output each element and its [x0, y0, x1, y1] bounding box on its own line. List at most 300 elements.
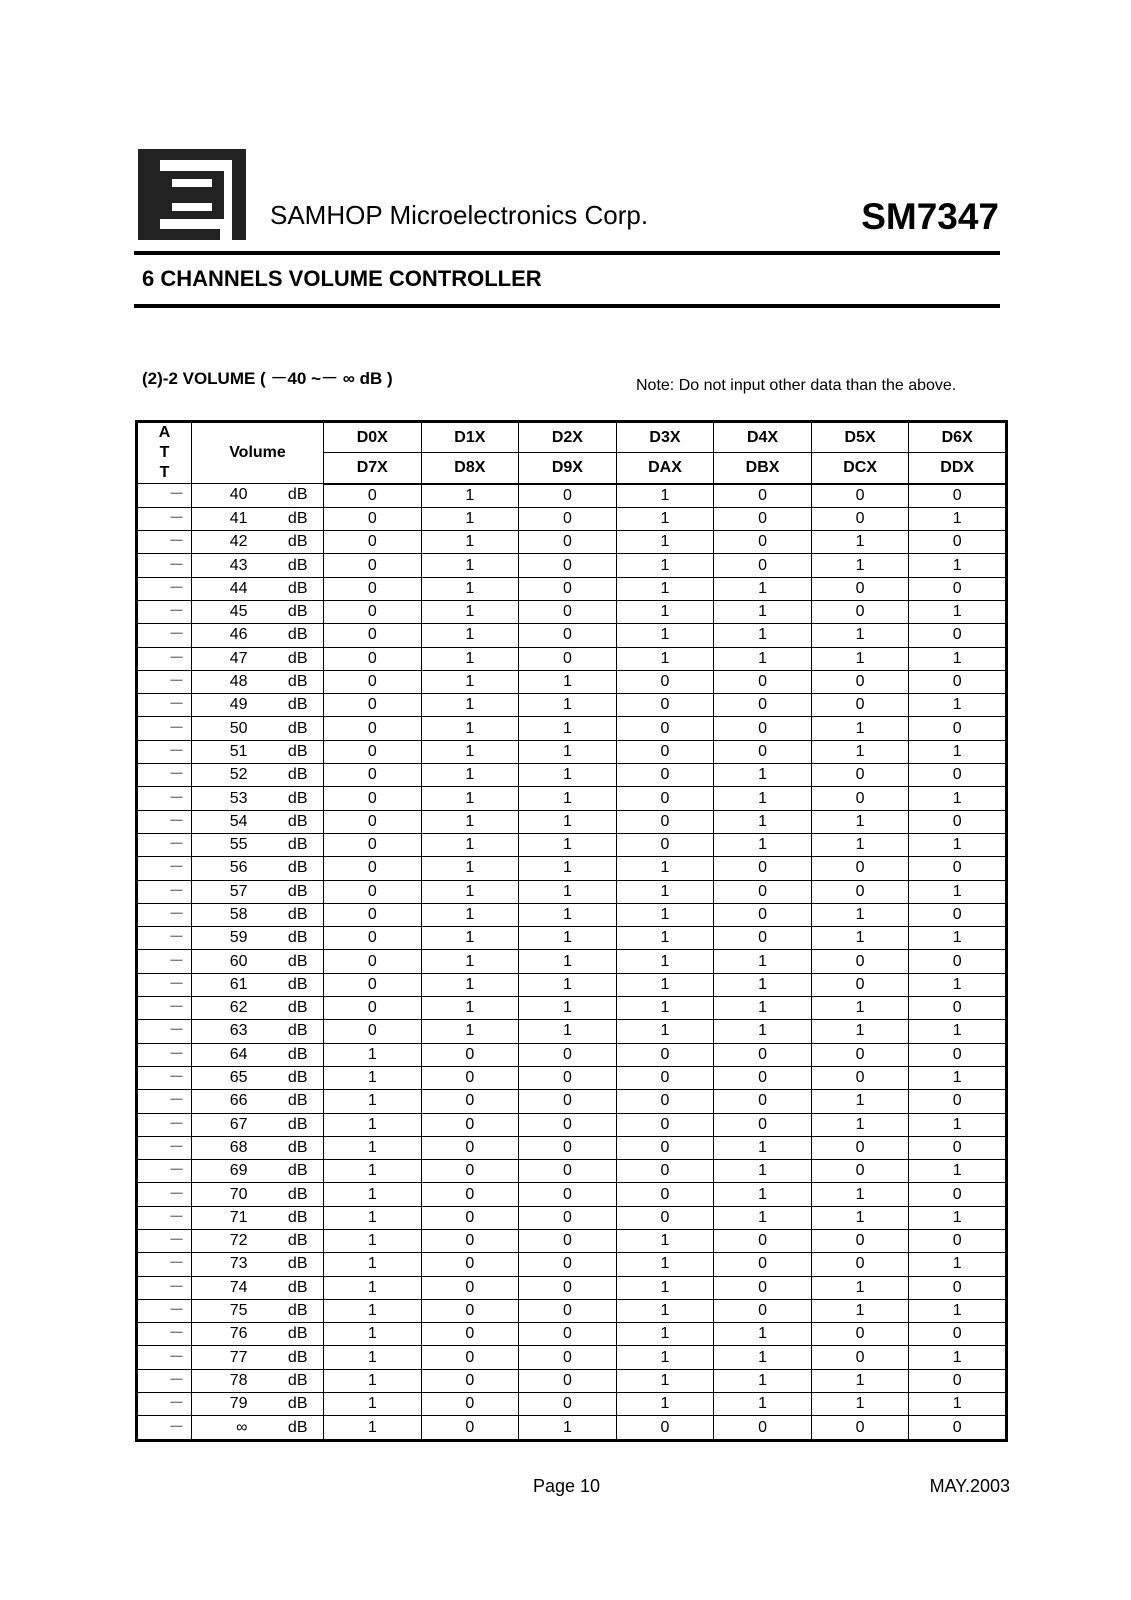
bit-cell: 1: [421, 647, 519, 670]
bit-cell: 1: [909, 1299, 1007, 1322]
bit-cell: 1: [714, 950, 812, 973]
bit-cell: 1: [616, 554, 714, 577]
bit-cell: 0: [519, 1393, 617, 1416]
bit-cell: 0: [811, 600, 909, 623]
bit-cell: 1: [714, 1393, 812, 1416]
bit-cell: 0: [519, 647, 617, 670]
bit-cell: 0: [811, 1416, 909, 1440]
volume-value: 73: [229, 1255, 248, 1273]
volume-unit: dB: [287, 836, 308, 854]
volume-unit: dB: [287, 1069, 308, 1087]
bit-cell: 0: [421, 1090, 519, 1113]
volume-value: 65: [229, 1069, 248, 1087]
att-sign: －: [137, 647, 192, 670]
bit-cell: 1: [324, 1230, 422, 1253]
att-sign: －: [137, 927, 192, 950]
bit-cell: 1: [909, 1346, 1007, 1369]
bit-cell: 0: [324, 600, 422, 623]
volume-value: 51: [229, 742, 248, 760]
volume-value: 43: [229, 556, 248, 574]
bit-cell: 0: [811, 577, 909, 600]
bit-cell: 1: [616, 927, 714, 950]
bit-cell: 0: [811, 857, 909, 880]
bit-cell: 1: [324, 1136, 422, 1159]
bit-cell: 1: [421, 507, 519, 530]
volume-unit: dB: [287, 1208, 308, 1226]
bit-cell: 1: [519, 973, 617, 996]
bit-cell: 1: [811, 624, 909, 647]
table-row: [137, 1416, 1007, 1440]
bit-cell: 1: [811, 1299, 909, 1322]
bit-cell: 0: [909, 577, 1007, 600]
bit-cell: 1: [324, 1206, 422, 1229]
volume-cell: [192, 1066, 324, 1089]
bit-cell: 0: [324, 833, 422, 856]
bit-cell: 0: [909, 1323, 1007, 1346]
bit-cell: 1: [421, 950, 519, 973]
table-row: [137, 484, 1007, 508]
table-row: [137, 1043, 1007, 1066]
bit-cell: 1: [324, 1066, 422, 1089]
volume-cell: [192, 880, 324, 903]
bit-cell: 0: [519, 577, 617, 600]
volume-value: 79: [229, 1395, 248, 1413]
volume-unit: dB: [287, 1185, 308, 1203]
att-sign: －: [137, 554, 192, 577]
bit-cell: 1: [909, 647, 1007, 670]
volume-value: 44: [229, 579, 248, 597]
table-row: [137, 1090, 1007, 1113]
bit-cell: 1: [324, 1369, 422, 1392]
bit-cell: 0: [324, 624, 422, 647]
att-sign: －: [137, 973, 192, 996]
volume-value: 78: [229, 1371, 248, 1389]
bit-cell: 0: [811, 670, 909, 693]
bit-cell: 0: [909, 764, 1007, 787]
volume-value: 42: [229, 533, 248, 551]
bit-cell: 1: [909, 973, 1007, 996]
bit-cell: 1: [616, 624, 714, 647]
bit-cell: 1: [616, 1346, 714, 1369]
bit-cell: 0: [909, 624, 1007, 647]
bit-cell: 0: [811, 1160, 909, 1183]
bit-header: D4X: [714, 422, 812, 453]
bit-cell: 0: [811, 694, 909, 717]
bit-cell: 1: [714, 1160, 812, 1183]
bit-cell: 0: [616, 1136, 714, 1159]
bit-cell: 0: [714, 1416, 812, 1440]
bit-cell: 0: [324, 740, 422, 763]
bit-cell: 1: [421, 531, 519, 554]
table-row: [137, 997, 1007, 1020]
volume-unit: dB: [287, 1138, 308, 1156]
bit-cell: 0: [519, 1206, 617, 1229]
bit-cell: 0: [714, 903, 812, 926]
bit-cell: 0: [811, 764, 909, 787]
bit-cell: 1: [909, 927, 1007, 950]
bit-cell: 0: [714, 1253, 812, 1276]
bit-cell: 1: [519, 880, 617, 903]
bit-cell: 1: [324, 1160, 422, 1183]
bit-cell: 0: [714, 857, 812, 880]
volume-unit: dB: [287, 812, 308, 830]
bit-cell: 1: [519, 810, 617, 833]
bit-cell: 0: [519, 1066, 617, 1089]
bit-header: D3X: [616, 422, 714, 453]
bit-cell: 0: [616, 1043, 714, 1066]
volume-cell: [192, 927, 324, 950]
volume-unit: dB: [287, 1232, 308, 1250]
volume-cell: [192, 1183, 324, 1206]
volume-cell: [192, 1160, 324, 1183]
bit-cell: 1: [616, 1253, 714, 1276]
att-sign: －: [137, 531, 192, 554]
bit-cell: 0: [519, 1090, 617, 1113]
volume-cell: [192, 787, 324, 810]
volume-cell: [192, 1276, 324, 1299]
bit-cell: 0: [714, 1113, 812, 1136]
bit-cell: 0: [616, 1113, 714, 1136]
table-row: [137, 694, 1007, 717]
bit-cell: 0: [811, 787, 909, 810]
volume-unit: dB: [287, 673, 308, 691]
volume-cell: [192, 1416, 324, 1440]
bit-cell: 1: [616, 647, 714, 670]
volume-value: 45: [229, 603, 248, 621]
bit-cell: 1: [421, 717, 519, 740]
att-sign: －: [137, 694, 192, 717]
bit-cell: 0: [909, 1230, 1007, 1253]
table-row: [137, 810, 1007, 833]
bit-cell: 0: [714, 717, 812, 740]
volume-cell: [192, 1323, 324, 1346]
bit-cell: 0: [909, 997, 1007, 1020]
volume-unit: dB: [287, 696, 308, 714]
volume-value: 67: [229, 1115, 248, 1133]
bit-cell: 0: [421, 1393, 519, 1416]
bit-cell: 1: [519, 857, 617, 880]
bit-cell: 1: [324, 1346, 422, 1369]
bit-cell: 0: [324, 484, 422, 508]
volume-value: 62: [229, 999, 248, 1017]
bit-cell: 1: [811, 1369, 909, 1392]
bit-cell: 1: [811, 903, 909, 926]
bit-cell: 1: [616, 1230, 714, 1253]
bit-cell: 0: [811, 973, 909, 996]
bit-cell: 1: [616, 1393, 714, 1416]
table-row: [137, 670, 1007, 693]
bit-cell: 1: [616, 577, 714, 600]
att-sign: －: [137, 1416, 192, 1440]
att-sign: －: [137, 1136, 192, 1159]
att-sign: －: [137, 880, 192, 903]
bit-cell: 0: [421, 1136, 519, 1159]
bit-cell: 0: [421, 1113, 519, 1136]
volume-unit: dB: [287, 1022, 308, 1040]
bit-header: DAX: [616, 453, 714, 484]
table-row: [137, 624, 1007, 647]
volume-value: 63: [229, 1022, 248, 1040]
bit-cell: 0: [324, 764, 422, 787]
bit-cell: 0: [909, 531, 1007, 554]
bit-cell: 1: [421, 577, 519, 600]
bit-cell: 0: [421, 1206, 519, 1229]
volume-unit: dB: [287, 999, 308, 1017]
volume-value: 47: [229, 649, 248, 667]
table-row: [137, 1160, 1007, 1183]
table-row: [137, 740, 1007, 763]
volume-cell: [192, 857, 324, 880]
bit-cell: 0: [421, 1323, 519, 1346]
volume-unit: dB: [287, 533, 308, 551]
att-sign: －: [137, 577, 192, 600]
bit-cell: 1: [519, 1020, 617, 1043]
table-body: [137, 484, 1007, 1441]
table-row: [137, 927, 1007, 950]
volume-cell: [192, 1136, 324, 1159]
volume-cell: [192, 1090, 324, 1113]
volume-value: 40: [229, 486, 248, 504]
bit-cell: 0: [324, 694, 422, 717]
volume-unit: dB: [287, 789, 308, 807]
bit-cell: 1: [324, 1183, 422, 1206]
volume-value: 54: [229, 812, 248, 830]
bit-cell: 0: [421, 1043, 519, 1066]
bit-cell: 0: [714, 1043, 812, 1066]
volume-value: 58: [229, 905, 248, 923]
volume-unit: dB: [287, 1371, 308, 1389]
att-sign: －: [137, 1020, 192, 1043]
bit-cell: 0: [909, 950, 1007, 973]
bit-cell: 0: [811, 950, 909, 973]
bit-cell: 1: [324, 1299, 422, 1322]
bit-cell: 1: [616, 484, 714, 508]
bit-cell: 0: [909, 670, 1007, 693]
bit-cell: 0: [616, 787, 714, 810]
bit-cell: 0: [324, 670, 422, 693]
bit-header: D8X: [421, 453, 519, 484]
volume-unit: dB: [287, 1325, 308, 1343]
bit-cell: 0: [421, 1346, 519, 1369]
volume-value: 76: [229, 1325, 248, 1343]
bit-cell: 1: [421, 997, 519, 1020]
table-row: [137, 973, 1007, 996]
volume-cell: [192, 1043, 324, 1066]
volume-unit: dB: [287, 1418, 308, 1436]
bit-cell: 1: [616, 1276, 714, 1299]
volume-unit: dB: [287, 1278, 308, 1296]
volume-unit: dB: [287, 1115, 308, 1133]
bit-cell: 1: [519, 717, 617, 740]
table-row: [137, 1323, 1007, 1346]
volume-cell: [192, 670, 324, 693]
volume-cell: [192, 1369, 324, 1392]
volume-value: 77: [229, 1348, 248, 1366]
bit-cell: 0: [421, 1183, 519, 1206]
bit-cell: 0: [714, 670, 812, 693]
bit-cell: 0: [811, 1043, 909, 1066]
volume-unit: dB: [287, 626, 308, 644]
volume-cell: [192, 600, 324, 623]
att-sign: －: [137, 507, 192, 530]
volume-value: 60: [229, 952, 248, 970]
bit-header: D9X: [519, 453, 617, 484]
bit-cell: 1: [909, 1160, 1007, 1183]
volume-value: 61: [229, 975, 248, 993]
bit-cell: 1: [909, 1066, 1007, 1089]
volume-header: Volume: [192, 422, 324, 484]
att-sign: －: [137, 997, 192, 1020]
bit-cell: 0: [324, 554, 422, 577]
table-row: [137, 1253, 1007, 1276]
bit-cell: 0: [324, 647, 422, 670]
bit-cell: 0: [519, 1299, 617, 1322]
volume-value: 41: [229, 509, 248, 527]
bit-cell: 1: [519, 787, 617, 810]
bit-cell: 1: [714, 1369, 812, 1392]
bit-cell: 1: [714, 973, 812, 996]
volume-value: 48: [229, 673, 248, 691]
volume-value: 71: [229, 1208, 248, 1226]
bit-cell: 0: [519, 1136, 617, 1159]
bit-header: DBX: [714, 453, 812, 484]
bit-cell: 1: [421, 554, 519, 577]
table-row: [137, 1393, 1007, 1416]
table-row: [137, 577, 1007, 600]
bit-cell: 1: [909, 1113, 1007, 1136]
bit-cell: 1: [324, 1276, 422, 1299]
volume-cell: [192, 1230, 324, 1253]
bit-cell: 0: [421, 1066, 519, 1089]
volume-unit: dB: [287, 486, 308, 504]
bit-header: D2X: [519, 422, 617, 453]
bit-cell: 1: [714, 1323, 812, 1346]
table-row: [137, 764, 1007, 787]
table-row: [137, 647, 1007, 670]
bit-cell: 1: [909, 833, 1007, 856]
volume-unit: dB: [287, 579, 308, 597]
bit-cell: 0: [519, 554, 617, 577]
volume-cell: [192, 484, 324, 508]
table-row: [137, 600, 1007, 623]
bit-cell: 0: [324, 787, 422, 810]
bit-cell: 0: [811, 1066, 909, 1089]
volume-cell: [192, 1206, 324, 1229]
bit-cell: 1: [421, 903, 519, 926]
bit-cell: 1: [324, 1393, 422, 1416]
volume-value: 66: [229, 1092, 248, 1110]
bit-cell: 1: [519, 927, 617, 950]
bit-cell: 0: [714, 484, 812, 508]
att-sign: －: [137, 1299, 192, 1322]
att-sign: －: [137, 600, 192, 623]
table-row: [137, 554, 1007, 577]
bit-cell: 1: [519, 903, 617, 926]
bit-cell: 1: [811, 717, 909, 740]
table-row: [137, 507, 1007, 530]
bit-cell: 1: [616, 857, 714, 880]
bit-header: D1X: [421, 422, 519, 453]
bit-cell: 0: [324, 577, 422, 600]
volume-unit: dB: [287, 742, 308, 760]
bit-cell: 0: [909, 1136, 1007, 1159]
volume-cell: [192, 997, 324, 1020]
bit-cell: 0: [519, 1253, 617, 1276]
volume-table: [135, 420, 1008, 1442]
bit-cell: 1: [714, 1183, 812, 1206]
bit-cell: 0: [421, 1276, 519, 1299]
bit-cell: 0: [909, 1369, 1007, 1392]
bit-cell: 0: [714, 507, 812, 530]
att-sign: －: [137, 1066, 192, 1089]
table-row: [137, 1230, 1007, 1253]
volume-value: 50: [229, 719, 248, 737]
bit-cell: 1: [811, 740, 909, 763]
bit-cell: 0: [714, 554, 812, 577]
att-sign: －: [137, 833, 192, 856]
bit-cell: 1: [324, 1323, 422, 1346]
volume-cell: [192, 1346, 324, 1369]
table-row: [137, 717, 1007, 740]
bit-header: DDX: [909, 453, 1007, 484]
bit-cell: 0: [811, 1136, 909, 1159]
bit-cell: 1: [324, 1043, 422, 1066]
att-sign: －: [137, 1346, 192, 1369]
volume-value: 57: [229, 882, 248, 900]
volume-unit: dB: [287, 859, 308, 877]
volume-cell: [192, 1113, 324, 1136]
bit-cell: 0: [519, 484, 617, 508]
bit-cell: 0: [519, 507, 617, 530]
bit-cell: 1: [811, 647, 909, 670]
table-row: [137, 1369, 1007, 1392]
bit-cell: 0: [714, 531, 812, 554]
volume-cell: [192, 1393, 324, 1416]
volume-cell: [192, 577, 324, 600]
volume-value: 53: [229, 789, 248, 807]
volume-cell: [192, 950, 324, 973]
att-sign: －: [137, 950, 192, 973]
att-sign: －: [137, 740, 192, 763]
bit-cell: 1: [519, 833, 617, 856]
bit-cell: 0: [811, 1230, 909, 1253]
bit-cell: 1: [811, 1020, 909, 1043]
bit-cell: 0: [519, 1043, 617, 1066]
att-sign: －: [137, 1183, 192, 1206]
volume-value: 75: [229, 1302, 248, 1320]
volume-value: 46: [229, 626, 248, 644]
bit-cell: 0: [519, 600, 617, 623]
bit-cell: 0: [714, 1066, 812, 1089]
bit-cell: 0: [519, 531, 617, 554]
att-sign: －: [137, 1323, 192, 1346]
bit-cell: 0: [714, 880, 812, 903]
att-sign: －: [137, 1276, 192, 1299]
bit-cell: 1: [616, 531, 714, 554]
table-row: [137, 857, 1007, 880]
att-sign: －: [137, 903, 192, 926]
bit-cell: 1: [421, 624, 519, 647]
att-sign: －: [137, 670, 192, 693]
volume-value: 74: [229, 1278, 248, 1296]
volume-cell: [192, 764, 324, 787]
bit-cell: 1: [811, 531, 909, 554]
bit-cell: 1: [811, 927, 909, 950]
bit-cell: 1: [421, 857, 519, 880]
volume-unit: dB: [287, 719, 308, 737]
bit-cell: 1: [421, 694, 519, 717]
bit-cell: 0: [909, 1090, 1007, 1113]
